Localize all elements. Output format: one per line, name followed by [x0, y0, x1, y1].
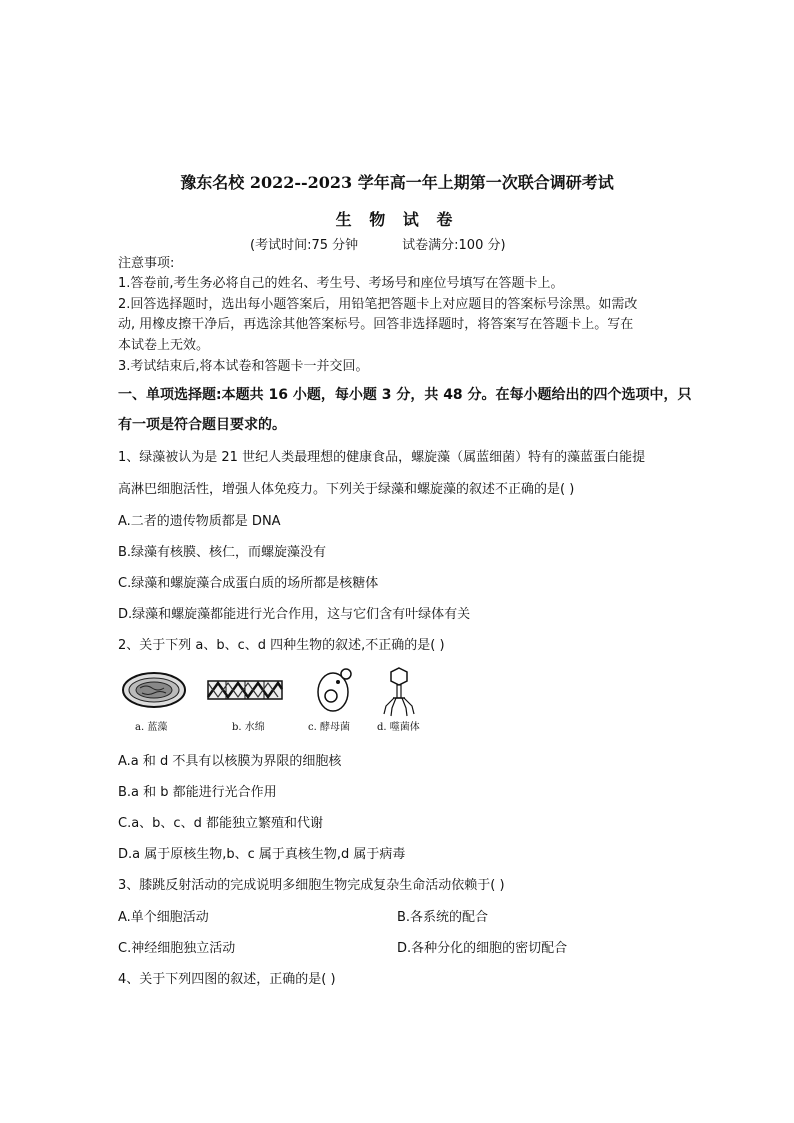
- q3-option-b: B.各系统的配合: [397, 910, 489, 925]
- q4-stem: 4、关于下列四图的叙述，正确的是( ): [118, 972, 336, 987]
- q3-stem: 3、膝跳反射活动的完成说明多细胞生物完成复杂生命活动依赖于( ): [118, 878, 505, 893]
- caption-c: c. 酵母菌: [308, 722, 350, 733]
- q2-option-d: D.a 属于原核生物,b、c 属于真核生物,d 属于病毒: [118, 847, 406, 862]
- q2-option-a: A.a 和 d 不具有以核膜为界限的细胞核: [118, 754, 342, 769]
- section-heading-line-2: 有一项是符合题目要求的。: [118, 417, 286, 433]
- exam-score: 试卷满分:100 分): [402, 238, 506, 253]
- q1-stem-line-2: 高淋巴细胞活性，增强人体免疫力。下列关于绿藻和螺旋藻的叙述不正确的是( ): [118, 482, 575, 497]
- notice-line-2: 2.回答选择题时，选出每小题答案后，用铅笔把答题卡上对应题目的答案标号涂黑。如需改: [118, 297, 638, 312]
- exam-time: (考试时间:75 分钟: [250, 238, 359, 253]
- cyanobacteria-drawing: [123, 673, 185, 707]
- notice-line-5: 3.考试结束后,将本试卷和答题卡一并交回。: [118, 359, 369, 374]
- exam-time-info: [250, 234, 506, 253]
- caption-d: d. 噬菌体: [377, 722, 420, 733]
- q3-option-c: C.神经细胞独立活动: [118, 941, 236, 956]
- q2-option-b: B.a 和 b 都能进行光合作用: [118, 785, 277, 800]
- q1-option-a: A.二者的遗传物质都是 DNA: [118, 514, 281, 529]
- q2-stem: 2、关于下列 a、b、c、d 四种生物的叙述,不正确的是( ): [118, 638, 445, 653]
- spirogyra-drawing: [208, 681, 282, 699]
- q2-option-c: C.a、b、c、d 都能独立繁殖和代谢: [118, 816, 323, 831]
- caption-a: a. 蓝藻: [135, 722, 168, 733]
- caption-b: b. 水绵: [232, 722, 265, 733]
- notice-heading: 注意事项:: [118, 256, 175, 271]
- q1-option-b: B.绿藻有核膜、核仁，而螺旋藻没有: [118, 545, 327, 560]
- notice-line-1: 1.答卷前,考生务必将自己的姓名、考生号、考场号和座位号填写在答题卡上。: [118, 276, 564, 291]
- exam-title: 豫东名校 2022--2023 学年高一年上期第一次联合调研考试: [180, 173, 614, 192]
- exam-subject: 生 物 试 卷: [335, 210, 459, 229]
- q1-option-c: C.绿藻和螺旋藻合成蛋白质的场所都是核糖体: [118, 576, 379, 591]
- q3-option-d: D.各种分化的细胞的密切配合: [397, 941, 568, 956]
- yeast-drawing: [318, 669, 351, 711]
- section-heading-line-1: 一、单项选择题:本题共 16 小题，每小题 3 分，共 48 分。在每小题给出的四个选项中，只: [118, 387, 692, 403]
- notice-line-3: 动, 用橡皮擦干净后，再选涂其他答案标号。回答非选择题时，将答案写在答题卡上。写在: [118, 317, 634, 332]
- q1-stem-line-1: 1、绿藻被认为是 21 世纪人类最理想的健康食品，螺旋藻（属蓝细菌）特有的藻蓝蛋白能提: [118, 450, 646, 465]
- q1-option-d: D.绿藻和螺旋藻都能进行光合作用，这与它们含有叶绿体有关: [118, 607, 471, 622]
- q3-option-a: A.单个细胞活动: [118, 910, 209, 925]
- bacteriophage-drawing: [384, 668, 414, 716]
- notice-line-4: 本试卷上无效。: [118, 338, 210, 353]
